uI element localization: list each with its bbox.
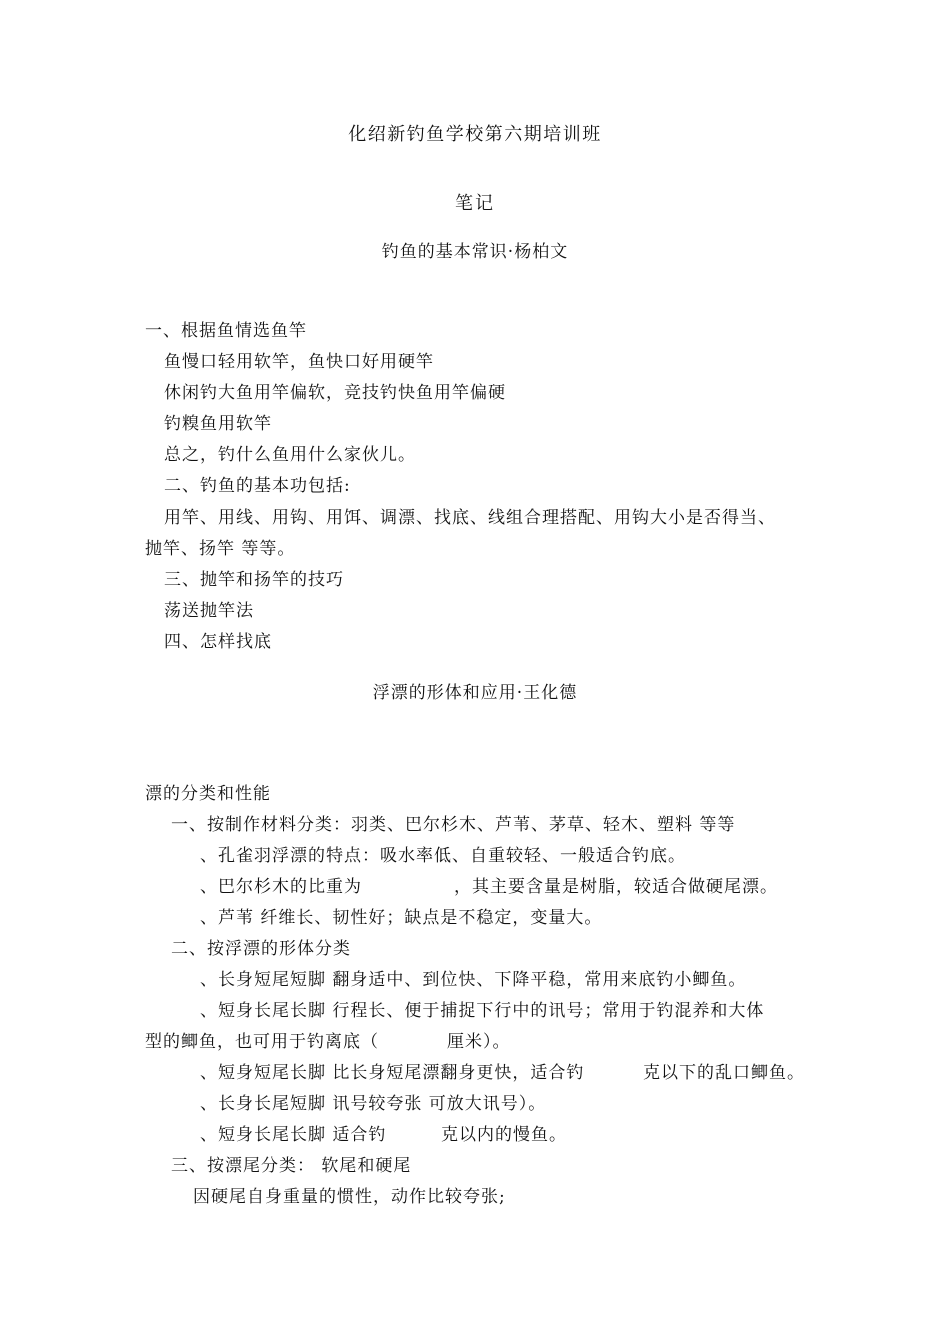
document-title: 化绍新钓鱼学校第六期培训班 (348, 124, 602, 145)
text-line: 、巴尔杉木的比重为 (200, 877, 362, 897)
text-line: 总之，钓什么鱼用什么家伙儿。 (164, 445, 416, 465)
text-line: 厘米）。 (447, 1032, 511, 1052)
text-line: 、短身长尾长脚 适合钓 (200, 1125, 387, 1145)
text-line: ，其主要含量是树脂，较适合做硬尾漂。 (454, 877, 778, 897)
text-line: 抛竿、扬竿 等等。 (145, 539, 296, 559)
text-line: 鱼慢口轻用软竿，鱼快口好用硬竿 (164, 352, 434, 372)
text-line: 、长身短尾短脚 翻身适中、到位快、下降平稳，常用来底钓小鲫鱼。 (200, 970, 747, 990)
text-line: 克以内的慢鱼。 (441, 1125, 567, 1145)
text-line: 钓糗鱼用软竿 (164, 414, 272, 434)
text-line: 三、按漂尾分类： 软尾和硬尾 (171, 1156, 412, 1176)
text-line: 一、根据鱼情选鱼竿 (145, 321, 307, 341)
text-line: 、长身长尾短脚 讯号较夸张 可放大讯号）。 (200, 1094, 547, 1114)
text-line: 型的鲫鱼，也可用于钓离底（ (145, 1032, 379, 1052)
text-line: 荡送抛竿法 (164, 601, 254, 621)
text-line: 因硬尾自身重量的惯性，动作比较夸张; (193, 1187, 506, 1207)
document-subtitle: 笔记 (455, 193, 495, 214)
text-line: 三、抛竿和扬竿的技巧 (164, 570, 344, 590)
text-line: 四、怎样找底 (164, 632, 272, 652)
section-heading-float: 浮漂的形体和应用·王化德 (372, 683, 578, 703)
text-line: 二、钓鱼的基本功包括: (164, 476, 351, 496)
text-line: 、芦苇 纤维长、韧性好；缺点是不稳定，变量大。 (200, 908, 603, 928)
text-line: 休闲钓大鱼用竿偏软，竞技钓快鱼用竿偏硬 (164, 383, 506, 403)
text-line: 克以下的乱口鲫鱼。 (643, 1063, 805, 1083)
section-heading-basics: 钓鱼的基本常识·杨柏文 (381, 242, 569, 262)
text-line: 用竿、用线、用钩、用饵、调漂、找底、线组合理搭配、用钩大小是否得当、 (164, 508, 776, 528)
text-line: 一、按制作材料分类：羽类、巴尔杉木、芦苇、茅草、轻木、塑料 等等 (171, 815, 736, 835)
text-line: 、短身短尾长脚 比长身短尾漂翻身更快，适合钓 (200, 1063, 585, 1083)
text-line: 二、按浮漂的形体分类 (171, 939, 351, 959)
text-line: 、短身长尾长脚 行程长、便于捕捉下行中的讯号；常用于钓混养和大体 (200, 1001, 765, 1021)
text-line: 、孔雀羽浮漂的特点：吸水率低、自重较轻、一般适合钓底。 (200, 846, 686, 866)
text-line: 漂的分类和性能 (145, 784, 271, 804)
